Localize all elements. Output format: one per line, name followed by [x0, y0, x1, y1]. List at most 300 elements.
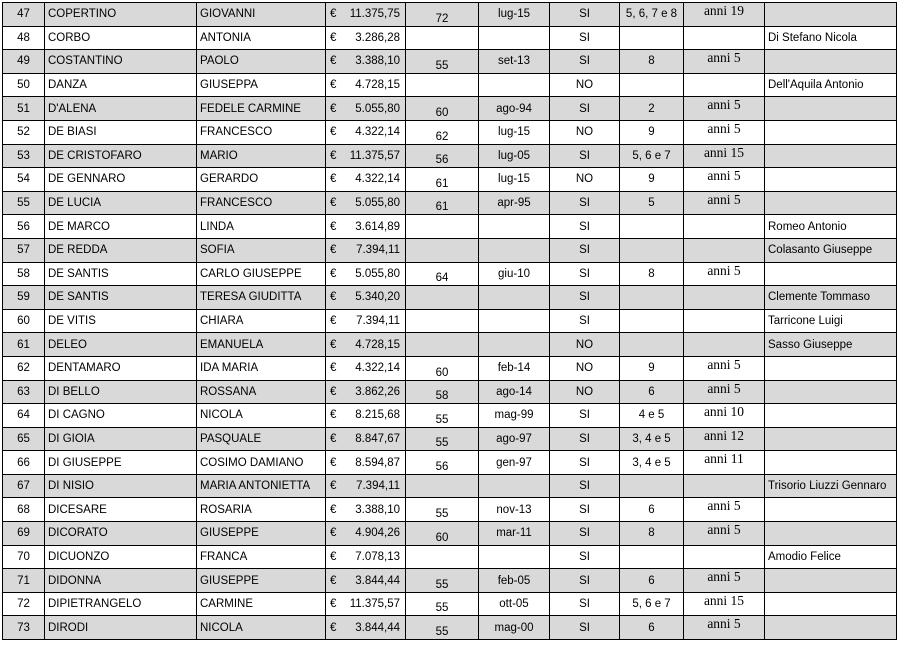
- surname-cell: DICUONZO: [45, 545, 197, 569]
- range-cell: 8: [620, 522, 684, 546]
- note-cell: [765, 50, 897, 74]
- euro-symbol: €: [330, 149, 337, 162]
- age-cell: [406, 238, 479, 262]
- surname-cell: DE CRISTOFARO: [45, 144, 197, 168]
- amount-value: 3.844,44: [355, 574, 400, 587]
- years-cell: [684, 545, 765, 569]
- age-cell: 55: [406, 569, 479, 593]
- amount-cell: [326, 404, 406, 428]
- range-cell: 3, 4 e 5: [620, 451, 684, 475]
- surname-cell: DELEO: [45, 333, 197, 357]
- surname-cell: CORBO: [45, 26, 197, 50]
- euro-symbol: €: [330, 480, 337, 493]
- years-cell: [684, 73, 765, 97]
- row-number-cell: 49: [3, 50, 45, 74]
- amount-value: 11.375,57: [349, 149, 400, 162]
- first-name-cell: GIOVANNI: [197, 3, 326, 27]
- table-row: [3, 522, 897, 546]
- years-cell: [684, 26, 765, 50]
- euro-symbol: €: [330, 621, 337, 634]
- first-name-cell: SOFIA: [197, 238, 326, 262]
- first-name-cell: COSIMO DAMIANO: [197, 451, 326, 475]
- table-row: [3, 168, 897, 192]
- row-number-cell: 66: [3, 451, 45, 475]
- age-cell: 55: [406, 498, 479, 522]
- amount-cell: [326, 97, 406, 121]
- amount-value: 3.388,10: [355, 503, 400, 516]
- euro-symbol: €: [330, 385, 337, 398]
- years-cell: anni 5: [684, 97, 765, 121]
- surname-cell: DE GENNARO: [45, 168, 197, 192]
- table-row: [3, 3, 897, 27]
- first-name-cell: FEDELE CARMINE: [197, 97, 326, 121]
- amount-value: 4.322,14: [355, 173, 400, 186]
- date-cell: [479, 545, 550, 569]
- flag-cell: SI: [550, 191, 620, 215]
- date-cell: [479, 286, 550, 310]
- note-cell: [765, 97, 897, 121]
- date-cell: ago-94: [479, 97, 550, 121]
- amount-cell: [326, 592, 406, 616]
- euro-symbol: €: [330, 55, 337, 68]
- surname-cell: DICESARE: [45, 498, 197, 522]
- first-name-cell: CARLO GIUSEPPE: [197, 262, 326, 286]
- table-row: [3, 451, 897, 475]
- row-number-cell: 54: [3, 168, 45, 192]
- range-cell: 9: [620, 356, 684, 380]
- date-cell: mag-99: [479, 404, 550, 428]
- first-name-cell: LINDA: [197, 215, 326, 239]
- note-cell: [765, 404, 897, 428]
- range-cell: [620, 286, 684, 310]
- flag-cell: NO: [550, 380, 620, 404]
- flag-cell: SI: [550, 286, 620, 310]
- flag-cell: SI: [550, 498, 620, 522]
- date-cell: ago-97: [479, 427, 550, 451]
- range-cell: 8: [620, 262, 684, 286]
- range-cell: 9: [620, 168, 684, 192]
- table-body: [3, 3, 897, 640]
- table-row: [3, 26, 897, 50]
- row-number-cell: 57: [3, 238, 45, 262]
- row-number-cell: 51: [3, 97, 45, 121]
- range-cell: 5: [620, 191, 684, 215]
- euro-symbol: €: [330, 362, 337, 375]
- range-cell: [620, 215, 684, 239]
- date-cell: lug-15: [479, 3, 550, 27]
- first-name-cell: TERESA GIUDITTA: [197, 286, 326, 310]
- note-cell: Tarricone Luigi: [765, 309, 897, 333]
- amount-cell: [326, 498, 406, 522]
- row-number-cell: 62: [3, 356, 45, 380]
- note-cell: Colasanto Giuseppe: [765, 238, 897, 262]
- table-row: [3, 545, 897, 569]
- euro-symbol: €: [330, 574, 337, 587]
- date-cell: feb-05: [479, 569, 550, 593]
- age-cell: 61: [406, 168, 479, 192]
- note-cell: Romeo Antonio: [765, 215, 897, 239]
- first-name-cell: GIUSEPPA: [197, 73, 326, 97]
- row-number-cell: 63: [3, 380, 45, 404]
- row-number-cell: 55: [3, 191, 45, 215]
- amount-cell: [326, 3, 406, 27]
- date-cell: nov-13: [479, 498, 550, 522]
- age-cell: [406, 286, 479, 310]
- amount-value: 5.340,20: [355, 291, 400, 304]
- flag-cell: SI: [550, 522, 620, 546]
- amount-value: 3.286,28: [355, 31, 400, 44]
- row-number-cell: 61: [3, 333, 45, 357]
- euro-symbol: €: [330, 503, 337, 516]
- amount-cell: [326, 474, 406, 498]
- flag-cell: NO: [550, 120, 620, 144]
- age-cell: [406, 474, 479, 498]
- years-cell: [684, 309, 765, 333]
- note-cell: Dell'Aquila Antonio: [765, 73, 897, 97]
- amount-cell: [326, 522, 406, 546]
- date-cell: giu-10: [479, 262, 550, 286]
- amount-cell: [326, 238, 406, 262]
- note-cell: [765, 522, 897, 546]
- years-cell: anni 5: [684, 356, 765, 380]
- years-cell: anni 5: [684, 262, 765, 286]
- date-cell: gen-97: [479, 451, 550, 475]
- age-cell: 56: [406, 451, 479, 475]
- note-cell: [765, 144, 897, 168]
- surname-cell: DE VITIS: [45, 309, 197, 333]
- row-number-cell: 70: [3, 545, 45, 569]
- age-cell: 61: [406, 191, 479, 215]
- surname-cell: DI BELLO: [45, 380, 197, 404]
- range-cell: 5, 6 e 7: [620, 592, 684, 616]
- amount-value: 4.322,14: [355, 126, 400, 139]
- range-cell: [620, 474, 684, 498]
- range-cell: [620, 73, 684, 97]
- amount-value: 7.394,11: [356, 244, 400, 257]
- row-number-cell: 58: [3, 262, 45, 286]
- surname-cell: DI NISIO: [45, 474, 197, 498]
- surname-cell: DI CAGNO: [45, 404, 197, 428]
- date-cell: [479, 333, 550, 357]
- amount-value: 8.594,87: [355, 456, 400, 469]
- table-row: [3, 309, 897, 333]
- table-row: [3, 238, 897, 262]
- range-cell: 6: [620, 380, 684, 404]
- note-cell: [765, 3, 897, 27]
- euro-symbol: €: [330, 456, 337, 469]
- age-cell: 60: [406, 522, 479, 546]
- row-number-cell: 48: [3, 26, 45, 50]
- first-name-cell: GERARDO: [197, 168, 326, 192]
- row-number-cell: 72: [3, 592, 45, 616]
- age-cell: [406, 73, 479, 97]
- date-cell: ott-05: [479, 592, 550, 616]
- first-name-cell: GIUSEPPE: [197, 569, 326, 593]
- age-cell: 55: [406, 616, 479, 640]
- surname-cell: DIPIETRANGELO: [45, 592, 197, 616]
- surname-cell: COSTANTINO: [45, 50, 197, 74]
- note-cell: [765, 451, 897, 475]
- surname-cell: DIRODI: [45, 616, 197, 640]
- table-row: [3, 215, 897, 239]
- euro-symbol: €: [330, 315, 337, 328]
- amount-cell: [326, 427, 406, 451]
- date-cell: [479, 474, 550, 498]
- flag-cell: SI: [550, 545, 620, 569]
- age-cell: 64: [406, 262, 479, 286]
- years-cell: anni 5: [684, 498, 765, 522]
- age-cell: [406, 545, 479, 569]
- amount-value: 11.375,75: [349, 8, 400, 21]
- years-cell: anni 19: [684, 3, 765, 27]
- years-cell: anni 5: [684, 191, 765, 215]
- date-cell: [479, 26, 550, 50]
- flag-cell: SI: [550, 215, 620, 239]
- note-cell: [765, 262, 897, 286]
- flag-cell: SI: [550, 238, 620, 262]
- row-number-cell: 47: [3, 3, 45, 27]
- age-cell: 55: [406, 50, 479, 74]
- note-cell: [765, 168, 897, 192]
- euro-symbol: €: [330, 126, 337, 139]
- date-cell: mar-11: [479, 522, 550, 546]
- first-name-cell: CHIARA: [197, 309, 326, 333]
- flag-cell: NO: [550, 333, 620, 357]
- row-number-cell: 50: [3, 73, 45, 97]
- age-cell: 60: [406, 356, 479, 380]
- note-cell: [765, 427, 897, 451]
- range-cell: 9: [620, 120, 684, 144]
- age-cell: [406, 333, 479, 357]
- surname-cell: DI GIUSEPPE: [45, 451, 197, 475]
- amount-value: 8.847,67: [355, 432, 400, 445]
- euro-symbol: €: [330, 173, 337, 186]
- date-cell: lug-15: [479, 120, 550, 144]
- date-cell: [479, 238, 550, 262]
- surname-cell: DIDONNA: [45, 569, 197, 593]
- euro-symbol: €: [330, 197, 337, 210]
- amount-cell: [326, 356, 406, 380]
- surname-cell: DE SANTIS: [45, 262, 197, 286]
- range-cell: 5, 6 e 7: [620, 144, 684, 168]
- range-cell: 4 e 5: [620, 404, 684, 428]
- date-cell: [479, 73, 550, 97]
- surname-cell: D'ALENA: [45, 97, 197, 121]
- date-cell: [479, 215, 550, 239]
- range-cell: 2: [620, 97, 684, 121]
- euro-symbol: €: [330, 291, 337, 304]
- amount-value: 4.322,14: [355, 362, 400, 375]
- date-cell: ago-14: [479, 380, 550, 404]
- amount-value: 4.904,26: [355, 527, 400, 540]
- age-cell: 72: [406, 3, 479, 27]
- amount-cell: [326, 569, 406, 593]
- euro-symbol: €: [330, 244, 337, 257]
- euro-symbol: €: [330, 31, 337, 44]
- first-name-cell: FRANCESCO: [197, 120, 326, 144]
- flag-cell: SI: [550, 427, 620, 451]
- flag-cell: SI: [550, 3, 620, 27]
- table-row: [3, 73, 897, 97]
- amount-cell: [326, 262, 406, 286]
- table-row: [3, 333, 897, 357]
- euro-symbol: €: [330, 220, 337, 233]
- table-row: [3, 616, 897, 640]
- amount-value: 7.394,11: [356, 480, 400, 493]
- years-cell: anni 15: [684, 144, 765, 168]
- range-cell: [620, 238, 684, 262]
- euro-symbol: €: [330, 550, 337, 563]
- years-cell: anni 12: [684, 427, 765, 451]
- amount-value: 4.728,15: [355, 79, 400, 92]
- row-number-cell: 68: [3, 498, 45, 522]
- first-name-cell: PASQUALE: [197, 427, 326, 451]
- years-cell: anni 5: [684, 616, 765, 640]
- amount-value: 5.055,80: [355, 267, 400, 280]
- table-row: [3, 191, 897, 215]
- amount-value: 11.375,57: [349, 598, 400, 611]
- amount-cell: [326, 191, 406, 215]
- range-cell: [620, 545, 684, 569]
- note-cell: [765, 356, 897, 380]
- flag-cell: NO: [550, 73, 620, 97]
- flag-cell: SI: [550, 50, 620, 74]
- table-row: [3, 380, 897, 404]
- years-cell: [684, 286, 765, 310]
- table-row: [3, 592, 897, 616]
- surname-cell: DE MARCO: [45, 215, 197, 239]
- note-cell: [765, 616, 897, 640]
- age-cell: 56: [406, 144, 479, 168]
- years-cell: anni 5: [684, 120, 765, 144]
- amount-value: 7.394,11: [356, 315, 400, 328]
- first-name-cell: ROSARIA: [197, 498, 326, 522]
- amount-value: 3.388,10: [355, 55, 400, 68]
- date-cell: mag-00: [479, 616, 550, 640]
- surname-cell: DICORATO: [45, 522, 197, 546]
- first-name-cell: MARIA ANTONIETTA: [197, 474, 326, 498]
- age-cell: 58: [406, 380, 479, 404]
- range-cell: [620, 309, 684, 333]
- first-name-cell: IDA MARIA: [197, 356, 326, 380]
- range-cell: 3, 4 e 5: [620, 427, 684, 451]
- range-cell: 6: [620, 616, 684, 640]
- flag-cell: SI: [550, 474, 620, 498]
- first-name-cell: GIUSEPPE: [197, 522, 326, 546]
- flag-cell: SI: [550, 97, 620, 121]
- date-cell: [479, 309, 550, 333]
- amount-cell: [326, 309, 406, 333]
- flag-cell: SI: [550, 569, 620, 593]
- surname-cell: DANZA: [45, 73, 197, 97]
- flag-cell: NO: [550, 356, 620, 380]
- first-name-cell: MARIO: [197, 144, 326, 168]
- table-row: [3, 97, 897, 121]
- years-cell: anni 5: [684, 522, 765, 546]
- surname-cell: DE LUCIA: [45, 191, 197, 215]
- surname-cell: DE SANTIS: [45, 286, 197, 310]
- flag-cell: SI: [550, 144, 620, 168]
- flag-cell: SI: [550, 616, 620, 640]
- years-cell: [684, 474, 765, 498]
- table-row: [3, 569, 897, 593]
- table-row: [3, 262, 897, 286]
- row-number-cell: 73: [3, 616, 45, 640]
- amount-value: 4.728,15: [355, 338, 400, 351]
- note-cell: [765, 569, 897, 593]
- amount-value: 5.055,80: [355, 197, 400, 210]
- amount-cell: [326, 380, 406, 404]
- note-cell: Amodio Felice: [765, 545, 897, 569]
- surname-cell: DENTAMARO: [45, 356, 197, 380]
- table-row: [3, 286, 897, 310]
- row-number-cell: 69: [3, 522, 45, 546]
- note-cell: [765, 592, 897, 616]
- date-cell: apr-95: [479, 191, 550, 215]
- age-cell: 62: [406, 120, 479, 144]
- age-cell: 60: [406, 97, 479, 121]
- surname-cell: DI GIOIA: [45, 427, 197, 451]
- euro-symbol: €: [330, 267, 337, 280]
- note-cell: [765, 380, 897, 404]
- flag-cell: SI: [550, 26, 620, 50]
- table-row: [3, 498, 897, 522]
- row-number-cell: 60: [3, 309, 45, 333]
- age-cell: [406, 26, 479, 50]
- age-cell: 55: [406, 592, 479, 616]
- years-cell: [684, 215, 765, 239]
- euro-symbol: €: [330, 79, 337, 92]
- amount-cell: [326, 616, 406, 640]
- euro-symbol: €: [330, 102, 337, 115]
- years-cell: anni 5: [684, 569, 765, 593]
- row-number-cell: 71: [3, 569, 45, 593]
- row-number-cell: 53: [3, 144, 45, 168]
- note-cell: Di Stefano Nicola: [765, 26, 897, 50]
- amount-cell: [326, 545, 406, 569]
- first-name-cell: NICOLA: [197, 616, 326, 640]
- note-cell: Clemente Tommaso: [765, 286, 897, 310]
- first-name-cell: CARMINE: [197, 592, 326, 616]
- age-cell: 55: [406, 427, 479, 451]
- years-cell: anni 11: [684, 451, 765, 475]
- date-cell: lug-15: [479, 168, 550, 192]
- table-row: [3, 144, 897, 168]
- first-name-cell: ROSSANA: [197, 380, 326, 404]
- date-cell: feb-14: [479, 356, 550, 380]
- surname-cell: COPERTINO: [45, 3, 197, 27]
- amount-value: 7.078,13: [355, 550, 400, 563]
- range-cell: 5, 6, 7 e 8: [620, 3, 684, 27]
- surname-cell: DE REDDA: [45, 238, 197, 262]
- amount-cell: [326, 73, 406, 97]
- age-cell: [406, 309, 479, 333]
- amount-cell: [326, 120, 406, 144]
- amount-cell: [326, 144, 406, 168]
- years-cell: [684, 333, 765, 357]
- first-name-cell: NICOLA: [197, 404, 326, 428]
- row-number-cell: 52: [3, 120, 45, 144]
- amount-cell: [326, 26, 406, 50]
- table-row: [3, 427, 897, 451]
- date-cell: lug-05: [479, 144, 550, 168]
- note-cell: Trisorio Liuzzi Gennaro: [765, 474, 897, 498]
- euro-symbol: €: [330, 8, 337, 21]
- amount-value: 8.215,68: [355, 409, 400, 422]
- amount-cell: [326, 333, 406, 357]
- amount-value: 5.055,80: [355, 102, 400, 115]
- amount-cell: [326, 286, 406, 310]
